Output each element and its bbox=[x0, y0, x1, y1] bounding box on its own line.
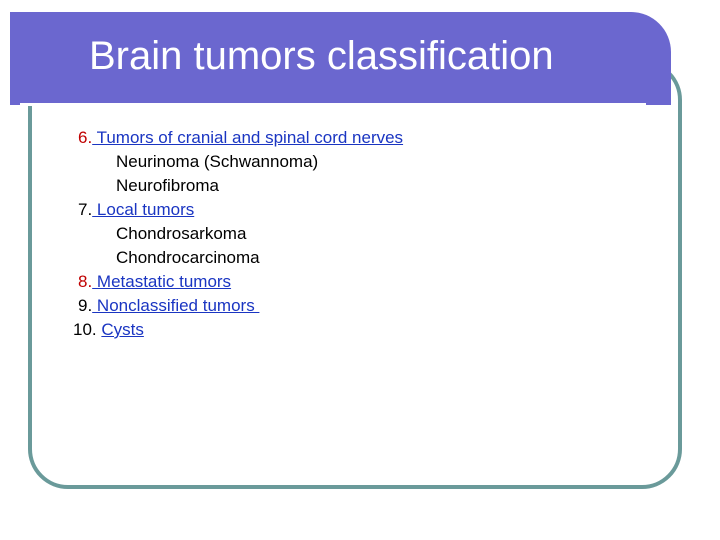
slide-title: Brain tumors classification bbox=[89, 34, 554, 78]
list-item bbox=[70, 198, 403, 222]
sub-item: Neurofibroma bbox=[116, 176, 219, 195]
item-number: 10. bbox=[73, 320, 97, 339]
list-item bbox=[70, 126, 403, 150]
list-item bbox=[70, 318, 403, 342]
sub-item: Chondrosarkoma bbox=[116, 224, 247, 243]
list-item bbox=[70, 270, 403, 294]
list-item-link[interactable]: Nonclassified tumors bbox=[92, 296, 260, 315]
sub-item: Neurinoma (Schwannoma) bbox=[116, 152, 319, 171]
list-item-link[interactable]: Cysts bbox=[101, 320, 144, 339]
list-item bbox=[70, 294, 403, 318]
title-underline-rule bbox=[20, 103, 646, 106]
list-item-link[interactable]: Tumors of cranial and spinal cord nerves bbox=[92, 128, 404, 147]
list-item-link[interactable]: Local tumors bbox=[92, 200, 195, 219]
sub-item: Chondrocarcinoma bbox=[116, 248, 260, 267]
classification-list bbox=[70, 126, 403, 342]
item-number: 8. bbox=[78, 272, 93, 291]
item-number: 6. bbox=[78, 128, 93, 147]
list-item-link[interactable]: Metastatic tumors bbox=[92, 272, 232, 291]
item-number: 7. bbox=[78, 200, 93, 219]
item-number: 9. bbox=[78, 296, 93, 315]
